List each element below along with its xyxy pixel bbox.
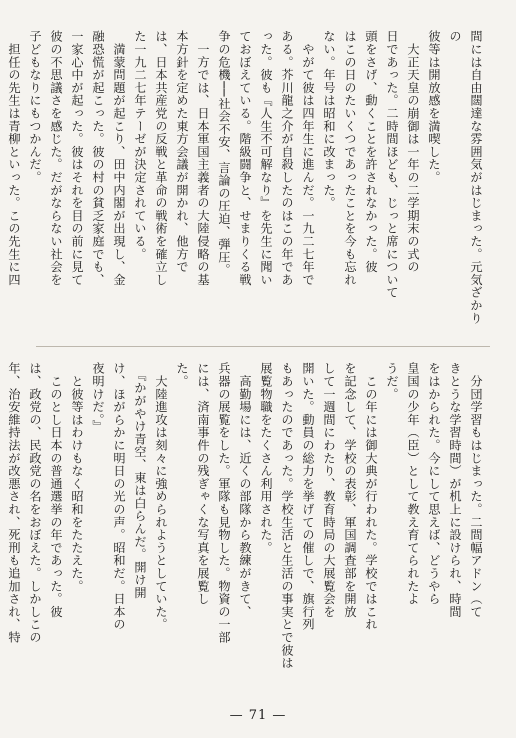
page-number: — 71 — (229, 708, 287, 723)
vertical-text-upper: 間には自由闊達な雰囲気がはじまった。元気ざかりの 彼等は開放感を満喫した。 大正天皇の崩御は一年の二学期末の式の 日であった。二時間ほども、じっと席について 頭をさげ、動くことを許されなかった。彼 はこの日のたいくつであったことを今も忘れ ない。年号は昭和に改まった。 やがて彼は四年生に進んだ。一九二七年で ある。芥川龍之介が自殺したのはこの年であ った。彼も『人生不可解なり』を先生に聞い ておぼえている。階級闘争と、せまりくる戦 争の危機──社会不安、言論の圧迫、弾圧。 一方では、日本軍国主義者の大陸侵略の基 本方針を定めた東方会議が開かれ、他方で は、日本共産党の反戦と革命の戦術を確立し た一九二七年テーゼが決定されている。 満蒙問題が起こり、田中内閣が出現し、金 融恐慌が起こった。彼の村の貧乏家庭でも、 一家心中が起った。彼はそれを目の前に見て 彼の不思議さを感じた。だがならない社会を 子どもなりにもつかんだ。 担任の先生は青柳といった。この先生に四 (7, 30, 483, 325)
section-divider (36, 346, 490, 347)
vertical-text-lower: 分団学習もはじまった。二間幅アドン（て きとうな学習時間）が机上に設けられ、時間 をはかられた。今にして思えば、どうやら 皇国の少年（臣）として教え育てられたよ うだ。 この年には御大典が行われた。学校ではこれ を記念して、学校の表彰、軍国調査部を開放 して一週間にわたり、教育時局の大展覧会を 開いた。動員の総力を挙げての催しで、旗行列 もあったのであった。学校生活と生活の事実とで彼は 展覧物職をたくさん利用された。 高勤場には、近くの部隊から教練がきて、 兵器の展覧をした。軍隊も見物した。物資の一部 には、済南事件の残ぎゃくな写真を展覧し た。 大陸進攻は刻々に強められようとしていた。 『かがやけ青空、東は白らんだ。開け開 け、ほがらかに明日の光の声。昭和だ。日本の 夜明けだ。』 と彼等はわけもなく昭和をたたえた。 このとし日本の普通選挙の年であった。彼 は、政党の、民政党の名をおぼえた。しかしこの 年、治安維持法が改悪され、死刑も追加され、特 (7, 362, 483, 670)
